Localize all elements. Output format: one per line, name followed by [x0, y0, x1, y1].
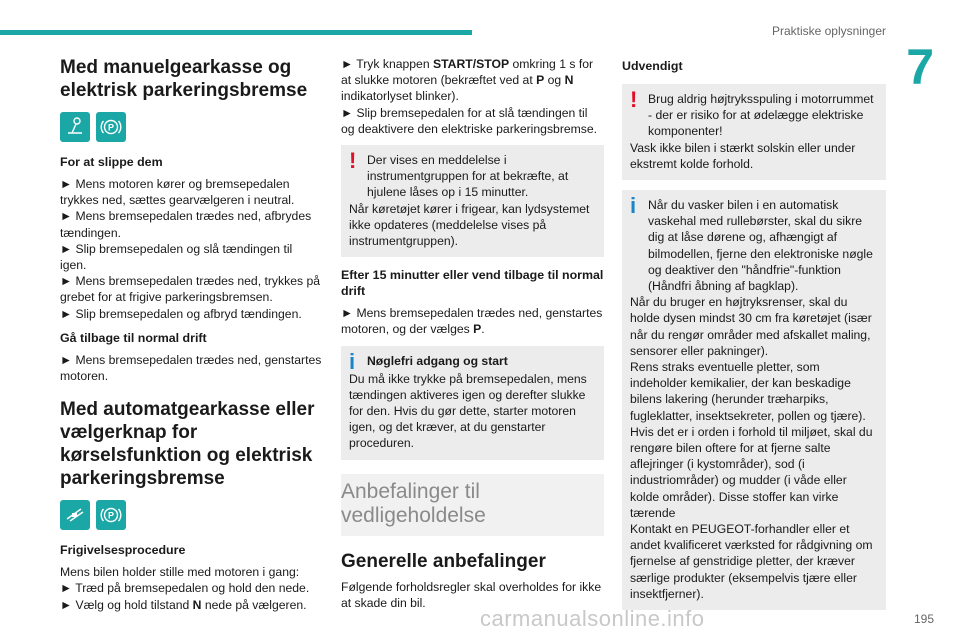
running-header: Praktiske oplysninger [771, 24, 886, 38]
warning-text-first: Der vises en meddelelse i instrumentgruppen for at bekræfte, at hjulene låses op i 15 minutter. [367, 153, 569, 200]
heading-outside: Udvendigt [622, 59, 683, 73]
text-segment: og [544, 73, 565, 88]
text-segment: indikatorlyset blinker). [341, 89, 459, 104]
info-text-first: Når du vasker bilen i en automatisk vaskehal med rullebørster, skal du sikre dig at låse dørene og, afhængigt af bilmodellen, fjerne den elektroniske nøgle og deaktiver den "håndfrie"-funktion (Håndfri åbning af bagklap). [648, 198, 873, 294]
text-segment: nede på vælgeren. [201, 597, 307, 612]
heading-general-recommendations: Generelle anbefalinger [341, 550, 546, 572]
info-body: Du må ikke trykke på bremsepedalen, mens tændingen aktiveres igen og derefter slukke for den. Hvis du gør dette, starter motoren igen, og det kræver, at du genstarter proceduren. [349, 371, 587, 451]
heading-after-15-min: Efter 15 minutter eller vend tilbage til normal drift [341, 268, 604, 299]
warning-icon: ! [630, 87, 638, 112]
column-2 [341, 56, 604, 617]
svg-text:P: P [107, 122, 115, 133]
svg-text:P: P [107, 510, 115, 521]
icon-row-auto [60, 500, 322, 530]
gear-lever-icon [60, 112, 90, 142]
info-icon: i [349, 348, 356, 374]
release-step-5: ► Slip bremsepedalen og afbryd tændingen. [60, 306, 302, 321]
text-segment: ► Mens bremsepedalen trædes ned, genstartes motoren, og der vælges [341, 306, 603, 337]
heading-procedure: Frigivelsesprocedure [60, 543, 186, 558]
after-step [341, 305, 604, 337]
warning-note-washing [622, 84, 886, 180]
info-text-4: Hvis det er i orden i forhold til miljøet, skal du rengøre bilen oftere for at fjerne salte aflejringer (i kystområder), sod (i industriområder) og mudder (i våde eller kolde områder). Disse stoffer kan virke tærende [630, 424, 873, 520]
release-step-3: ► Slip bremsepedalen og slå tændingen til igen. [60, 241, 293, 273]
column-1 [60, 56, 322, 619]
heading-return-normal: Gå tilbage til normal drift [60, 330, 207, 345]
release-step-2: ► Mens bremsepedalen trædes ned, afbrydes tændingen. [60, 209, 312, 240]
text-segment: . [481, 322, 485, 337]
release-step-4: ► Mens bremsepedalen trædes ned, trykkes på grebet for at frigive parkeringsbremsen. [60, 274, 321, 305]
section-title-line-2: vedligeholdelse [341, 503, 486, 527]
header-accent-bar [0, 30, 472, 35]
column-3 [622, 56, 886, 620]
heading-release: For at slippe dem [60, 155, 163, 169]
warning-icon: ! [349, 148, 357, 174]
text-segment: ► Vælg og hold tilstand [60, 597, 193, 612]
procedure-intro: Mens bilen holder stille med motoren i gang: [60, 565, 300, 580]
warning-text-rest: Når køretøjet kører i frigear, kan lydsystemet ikke opdateres (meddelelse vises på instrumentgruppen). [349, 201, 590, 249]
start-stop-step [341, 56, 604, 105]
text-segment: omkring 1 s for at slukke motoren (bekræftet ved at [341, 57, 594, 88]
warning-text-rest: Vask ikke bilen i stærkt solskin eller under ekstremt kolde forhold. [630, 140, 856, 171]
warning-text-first: Brug aldrig højtryksspuling i motorrummet - der er risiko for at ødelægge elektriske komponenter! [648, 92, 874, 139]
info-title: Nøglefri adgang og start [367, 353, 508, 368]
info-note-keyless [341, 346, 604, 460]
release-pedal-step: ► Slip bremsepedalen for at slå tændingen til og deaktivere den elektriske parkeringsbremse. [341, 105, 598, 136]
general-text: Følgende forholdsregler skal overholdes for ikke at skade din bil. [341, 579, 602, 610]
heading-automatic-gearbox: Med automatgearkasse eller vælgerknap for kørselsfunktion og elektrisk parkeringsbremse [60, 399, 315, 490]
gear-selector-icon [60, 500, 90, 530]
gear-n: N [192, 597, 202, 612]
start-stop-label: START/STOP [433, 57, 510, 71]
parking-brake-icon [96, 112, 126, 142]
icon-row-manual [60, 112, 322, 142]
info-text-5: Kontakt en PEUGEOT-forhandler eller et andet kvalificeret værksted for rådgivning om fjernelse af genstridige pletter, der kræver særlige produkter (eksempelvis tjære eller insektfjerner). [630, 522, 873, 601]
indicator-n: N [564, 73, 574, 88]
watermark: carmanualsonline.info [480, 606, 705, 631]
chapter-number: 7 [906, 39, 934, 95]
section-title-maintenance [341, 474, 604, 536]
procedure-step-2 [60, 597, 322, 613]
heading-manual-gearbox: Med manuelgearkasse og elektrisk parkeringsbremse [60, 57, 308, 101]
info-text-2: Når du bruger en højtryksrenser, skal du holde dysen mindst 30 cm fra køretøjet (især når du rengør områder med afskallet maling, sensorer eller pakninger). [630, 295, 872, 358]
gear-p: P [473, 322, 482, 337]
indicator-p: P [536, 73, 545, 88]
return-step: ► Mens bremsepedalen trædes ned, genstartes motoren. [60, 352, 322, 384]
text-segment: ► Tryk knappen [341, 57, 434, 71]
section-title-line-1: Anbefalinger til [341, 479, 480, 503]
info-note-washing [622, 190, 886, 610]
parking-brake-icon-2 [96, 500, 126, 530]
warning-note-15min [341, 145, 604, 257]
release-step-1: ► Mens motoren kører og bremsepedalen trykkes ned, sættes gearvælgeren i neutral. [60, 177, 295, 208]
page-number: 195 [913, 612, 934, 626]
info-text-3: Rens straks eventuelle pletter, som indeholder kemikalier, der kan beskadige bilens lakering (herunder træharpiks, fugleklatter, insektsekreter, pollen og tjære). [630, 360, 866, 423]
info-icon: i [630, 193, 637, 219]
procedure-step-1: ► Træd på bremsepedalen og hold den nede. [60, 581, 310, 596]
